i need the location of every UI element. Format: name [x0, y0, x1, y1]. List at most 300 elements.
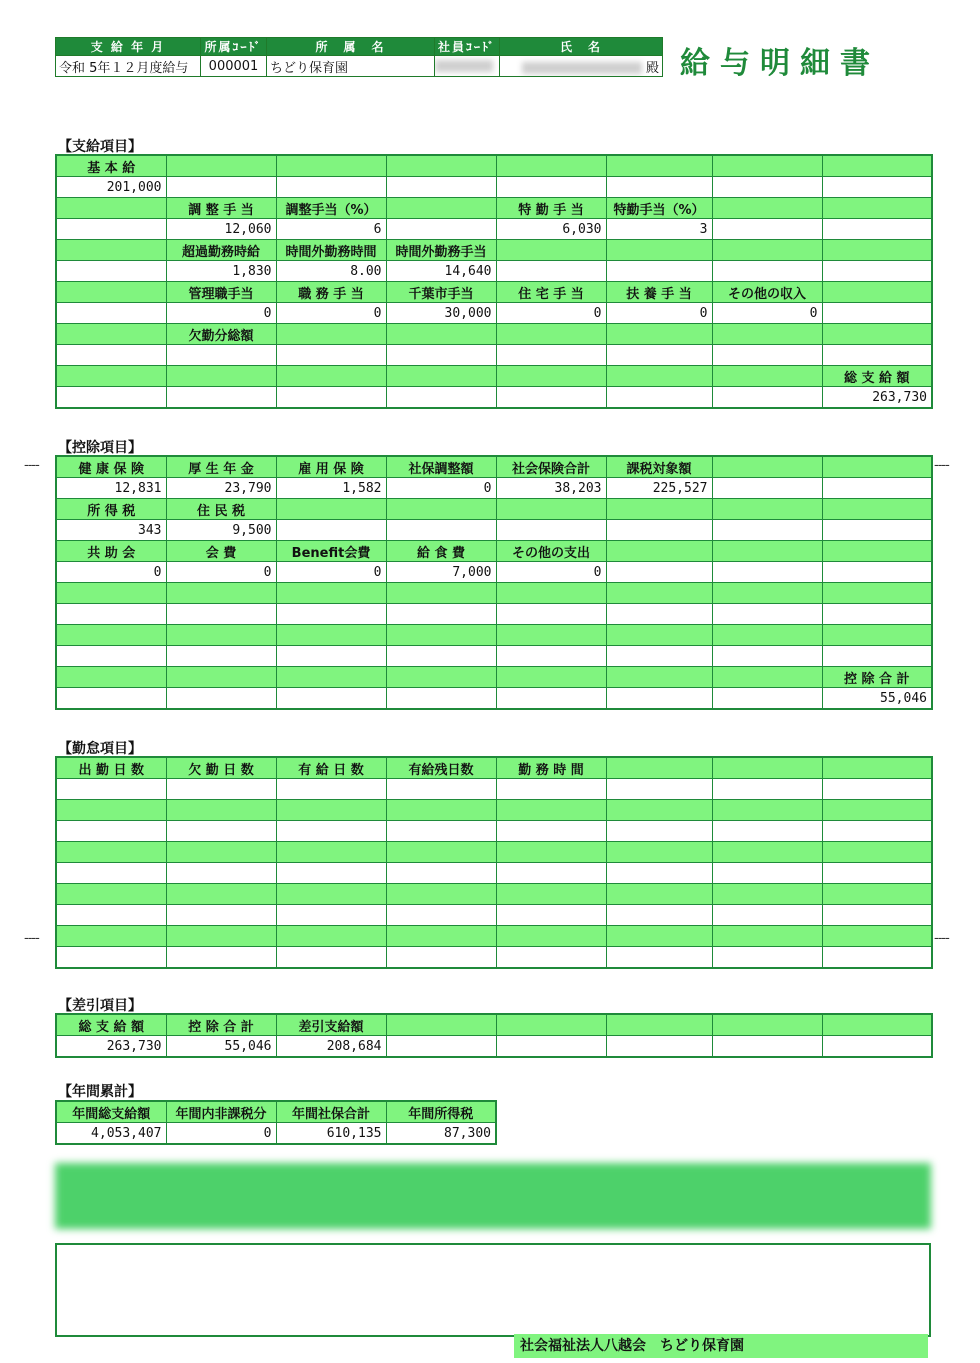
annual-label-cell: 年間社保合計 [276, 1101, 386, 1123]
deduction-value-cell: 0 [496, 562, 606, 583]
net-label-cell: 控 除 合 計 [166, 1014, 276, 1036]
payment-label-cell: その他の収入 [712, 282, 822, 303]
attendance-value-cell [56, 905, 166, 926]
payment-value-cell [822, 261, 932, 282]
fold-mark-right-1: ---- [934, 458, 949, 473]
attendance-section-label: 【勤怠項目】 [58, 741, 142, 757]
deduction-value-cell [712, 688, 822, 710]
attendance-value-cell [606, 821, 712, 842]
payment-value-cell [496, 261, 606, 282]
deduction-label-cell: 健 康 保 険 [56, 456, 166, 478]
deduction-label-cell [496, 625, 606, 646]
header-label-period: 支 給 年 月 [56, 38, 201, 56]
payment-value-cell [712, 261, 822, 282]
payment-value-cell: 0 [712, 303, 822, 324]
payment-label-cell [496, 324, 606, 345]
attendance-label-cell [166, 842, 276, 863]
deduction-label-cell [606, 499, 712, 520]
deduction-label-cell [606, 625, 712, 646]
payment-value-cell [606, 177, 712, 198]
fold-mark-left-1: ---- [24, 458, 39, 473]
attendance-label-cell [276, 884, 386, 905]
document-title: 給与明細書 [680, 46, 880, 81]
deduction-label-cell [166, 667, 276, 688]
payment-label-cell [606, 240, 712, 261]
payment-value-row [56, 177, 932, 198]
attendance-label-cell [822, 926, 932, 947]
payment-value-cell [276, 177, 386, 198]
header-name-redacted [500, 56, 663, 77]
attendance-value-row [56, 905, 932, 926]
payment-value-cell [822, 219, 932, 240]
payment-label-cell: 調整手当（%） [276, 198, 386, 219]
deduction-value-cell [56, 604, 166, 625]
deduction-label-cell [166, 625, 276, 646]
attendance-label-cell [276, 800, 386, 821]
attendance-label-cell [56, 800, 166, 821]
deduction-value-cell [822, 646, 932, 667]
net-label-cell: 差引支給額 [276, 1014, 386, 1036]
payment-label-cell [822, 155, 932, 177]
payment-label-cell [386, 155, 496, 177]
deduction-value-cell [606, 604, 712, 625]
attendance-label-row [56, 757, 932, 779]
deduction-label-cell [276, 667, 386, 688]
attendance-label-cell: 有 給 日 数 [276, 757, 386, 779]
payment-value-cell [712, 387, 822, 409]
attendance-value-cell [496, 779, 606, 800]
deduction-value-cell: 38,203 [496, 478, 606, 499]
payment-label-cell: 住 宅 手 当 [496, 282, 606, 303]
deduction-value-row [56, 646, 932, 667]
payment-value-cell: 12,060 [166, 219, 276, 240]
annual-value-row [56, 1123, 496, 1145]
deduction-value-cell [276, 520, 386, 541]
deduction-label-cell [386, 667, 496, 688]
payment-value-row [56, 261, 932, 282]
attendance-value-cell [56, 947, 166, 969]
deduction-label-cell: 共 助 会 [56, 541, 166, 562]
payment-value-cell [606, 387, 712, 409]
deduction-label-cell [386, 499, 496, 520]
payment-label-cell: 特 勤 手 当 [496, 198, 606, 219]
payment-value-cell [822, 345, 932, 366]
payment-value-cell [386, 219, 496, 240]
payment-label-row [56, 155, 932, 177]
payment-label-row [56, 282, 932, 303]
payment-label-cell [386, 366, 496, 387]
deduction-label-cell [822, 456, 932, 478]
annual-label-cell: 年間総支給額 [56, 1101, 166, 1123]
deduction-value-cell: 7,000 [386, 562, 496, 583]
attendance-value-cell [606, 863, 712, 884]
payment-value-cell: 30,000 [386, 303, 496, 324]
attendance-label-cell [822, 757, 932, 779]
deduction-value-cell [386, 688, 496, 710]
payment-label-cell [56, 324, 166, 345]
payment-label-cell: 時間外勤務時間 [276, 240, 386, 261]
attendance-value-row [56, 947, 932, 969]
deduction-value-cell [606, 520, 712, 541]
net-value-cell: 55,046 [166, 1036, 276, 1058]
deduction-label-cell [822, 625, 932, 646]
payment-label-cell: 時間外勤務手当 [386, 240, 496, 261]
payment-label-cell [276, 366, 386, 387]
deduction-label-cell: Benefit会費 [276, 541, 386, 562]
deduction-label-cell [166, 583, 276, 604]
payment-label-row [56, 198, 932, 219]
payment-value-cell: 0 [606, 303, 712, 324]
payment-label-row [56, 324, 932, 345]
deduction-value-cell [822, 562, 932, 583]
attendance-label-cell [56, 926, 166, 947]
payment-label-cell: 千葉市手当 [386, 282, 496, 303]
attendance-label-cell [166, 926, 276, 947]
attendance-label-cell [712, 842, 822, 863]
payment-value-cell [166, 387, 276, 409]
deduction-value-row [56, 520, 932, 541]
net-value-cell [712, 1036, 822, 1058]
payment-label-cell [496, 240, 606, 261]
attendance-label-cell [606, 884, 712, 905]
deduction-label-cell: 社保調整額 [386, 456, 496, 478]
deduction-value-cell: 23,790 [166, 478, 276, 499]
payment-value-cell [56, 387, 166, 409]
payment-label-cell [496, 366, 606, 387]
attendance-label-cell [712, 757, 822, 779]
payment-label-cell [606, 366, 712, 387]
payment-label-cell [822, 324, 932, 345]
deduction-label-cell [606, 667, 712, 688]
deduction-value-cell [276, 688, 386, 710]
deduction-label-cell [386, 583, 496, 604]
net-value-row [56, 1036, 932, 1058]
payment-label-cell [822, 198, 932, 219]
header-label-emp-code: 社員ｺｰﾄﾞ [435, 38, 500, 56]
deduction-value-cell [606, 562, 712, 583]
attendance-value-cell [276, 821, 386, 842]
deduction-label-row [56, 583, 932, 604]
deduction-label-cell [712, 583, 822, 604]
payment-label-cell: 欠勤分総額 [166, 324, 276, 345]
deduction-label-cell: 雇 用 保 険 [276, 456, 386, 478]
attendance-value-cell [606, 947, 712, 969]
deduction-value-cell [56, 646, 166, 667]
payment-label-cell [712, 240, 822, 261]
attendance-label-cell [386, 884, 496, 905]
annual-value-cell: 610,135 [276, 1123, 386, 1145]
redacted-name [522, 62, 642, 74]
payment-value-cell [56, 345, 166, 366]
payment-value-cell: 6,030 [496, 219, 606, 240]
header-period: 令和 5年１２月度給与 [56, 56, 201, 77]
deduction-section-label: 【控除項目】 [58, 440, 142, 456]
header-dept-name: ちどり保育園 [267, 56, 435, 77]
payment-value-cell [822, 303, 932, 324]
attendance-value-cell [712, 821, 822, 842]
attendance-value-cell [822, 779, 932, 800]
deduction-label-cell [822, 499, 932, 520]
payment-value-row [56, 219, 932, 240]
attendance-value-cell [606, 905, 712, 926]
payment-label-cell [276, 155, 386, 177]
net-label-cell [386, 1014, 496, 1036]
payment-label-cell [56, 366, 166, 387]
deduction-label-row [56, 541, 932, 562]
attendance-value-cell [822, 905, 932, 926]
payment-label-cell [386, 198, 496, 219]
attendance-label-cell [496, 884, 606, 905]
payment-value-cell: 8.00 [276, 261, 386, 282]
deduction-label-row [56, 667, 932, 688]
attendance-value-cell [496, 905, 606, 926]
net-label-cell [606, 1014, 712, 1036]
payment-label-cell [386, 324, 496, 345]
fold-mark-left-2: ---- [24, 931, 39, 946]
deduction-label-cell [56, 667, 166, 688]
payment-value-cell [386, 387, 496, 409]
deduction-value-cell [386, 646, 496, 667]
deduction-label-cell: 社会保険合計 [496, 456, 606, 478]
payment-label-cell [276, 324, 386, 345]
deduction-label-cell [276, 583, 386, 604]
attendance-label-cell [822, 800, 932, 821]
attendance-value-row [56, 863, 932, 884]
deduction-value-cell [276, 604, 386, 625]
deduction-value-cell [606, 646, 712, 667]
net-table [55, 1013, 933, 1058]
attendance-value-cell [56, 821, 166, 842]
footer-organization: 社会福祉法人八越会 ちどり保育園 [514, 1334, 928, 1358]
payment-label-cell: 管理職手当 [166, 282, 276, 303]
payment-value-cell: 3 [606, 219, 712, 240]
net-value-cell [386, 1036, 496, 1058]
deduction-label-cell [822, 541, 932, 562]
payment-label-cell [712, 198, 822, 219]
payment-value-cell [166, 177, 276, 198]
deduction-label-cell [712, 499, 822, 520]
deduction-label-cell: 控 除 合 計 [822, 667, 932, 688]
payment-value-cell [56, 303, 166, 324]
attendance-value-cell [166, 947, 276, 969]
deduction-label-cell [496, 583, 606, 604]
deduction-value-cell [712, 604, 822, 625]
payment-label-cell [712, 324, 822, 345]
annual-label-cell: 年間所得税 [386, 1101, 496, 1123]
deduction-label-cell [606, 583, 712, 604]
payment-value-cell [56, 219, 166, 240]
attendance-label-cell [712, 926, 822, 947]
payment-value-cell [166, 345, 276, 366]
attendance-label-cell [496, 842, 606, 863]
deduction-value-cell: 55,046 [822, 688, 932, 710]
deduction-value-cell [386, 604, 496, 625]
attendance-value-cell [496, 863, 606, 884]
deduction-value-cell: 225,527 [606, 478, 712, 499]
attendance-label-cell [386, 926, 496, 947]
annual-label-row [56, 1101, 496, 1123]
deduction-label-cell [606, 541, 712, 562]
attendance-value-cell [386, 905, 496, 926]
attendance-label-cell [712, 884, 822, 905]
deduction-value-cell [712, 562, 822, 583]
deduction-label-cell: その他の支出 [496, 541, 606, 562]
payment-value-row [56, 345, 932, 366]
attendance-label-cell [166, 800, 276, 821]
attendance-label-cell [496, 800, 606, 821]
deduction-value-cell [712, 478, 822, 499]
attendance-label-cell [386, 800, 496, 821]
deduction-label-cell: 会 費 [166, 541, 276, 562]
deduction-label-cell [276, 625, 386, 646]
deduction-value-cell: 1,582 [276, 478, 386, 499]
payment-value-cell [712, 345, 822, 366]
attendance-label-cell [712, 800, 822, 821]
deduction-label-cell [712, 541, 822, 562]
annual-value-cell: 87,300 [386, 1123, 496, 1145]
payment-label-cell [606, 155, 712, 177]
attendance-label-row [56, 842, 932, 863]
header-emp-code-redacted [435, 56, 500, 77]
deduction-value-cell [56, 688, 166, 710]
deduction-value-cell: 0 [56, 562, 166, 583]
deduction-label-cell [276, 499, 386, 520]
deduction-label-cell [56, 625, 166, 646]
deduction-label-cell: 厚 生 年 金 [166, 456, 276, 478]
net-value-cell: 208,684 [276, 1036, 386, 1058]
net-label-cell [822, 1014, 932, 1036]
attendance-value-cell [712, 779, 822, 800]
attendance-label-cell [606, 842, 712, 863]
attendance-label-cell [166, 884, 276, 905]
payment-label-cell: 調 整 手 当 [166, 198, 276, 219]
attendance-value-cell [166, 779, 276, 800]
deduction-value-cell [712, 646, 822, 667]
deduction-label-cell: 所 得 税 [56, 499, 166, 520]
attendance-value-cell [166, 863, 276, 884]
attendance-label-row [56, 884, 932, 905]
net-section-label: 【差引項目】 [58, 998, 142, 1014]
net-label-row [56, 1014, 932, 1036]
attendance-value-cell [822, 821, 932, 842]
attendance-value-cell [386, 947, 496, 969]
net-value-cell [606, 1036, 712, 1058]
attendance-value-cell [386, 821, 496, 842]
attendance-label-cell [822, 842, 932, 863]
deduction-value-row [56, 604, 932, 625]
payment-label-cell [712, 155, 822, 177]
payment-value-cell: 201,000 [56, 177, 166, 198]
deduction-value-cell [496, 604, 606, 625]
deduction-value-cell: 0 [386, 478, 496, 499]
attendance-label-cell [606, 800, 712, 821]
deduction-value-cell: 0 [166, 562, 276, 583]
payment-section-label: 【支給項目】 [58, 139, 142, 155]
header-label-name: 氏 名 [500, 38, 663, 56]
attendance-value-cell [386, 779, 496, 800]
attendance-value-cell [276, 779, 386, 800]
deduction-value-cell [822, 478, 932, 499]
payment-table [55, 154, 933, 409]
header-label-dept-name: 所 属 名 [267, 38, 435, 56]
payment-value-cell [606, 345, 712, 366]
payment-value-cell [496, 387, 606, 409]
honorific: 殿 [645, 60, 659, 76]
deduction-value-cell [166, 688, 276, 710]
payment-label-row [56, 366, 932, 387]
attendance-value-cell [712, 905, 822, 926]
payment-value-cell [386, 345, 496, 366]
deduction-value-cell [496, 646, 606, 667]
attendance-value-row [56, 821, 932, 842]
attendance-label-cell [822, 884, 932, 905]
payment-value-cell [276, 345, 386, 366]
deduction-value-cell: 12,831 [56, 478, 166, 499]
attendance-label-cell: 有給残日数 [386, 757, 496, 779]
payment-label-cell [56, 240, 166, 261]
net-label-cell [712, 1014, 822, 1036]
annual-table [55, 1100, 497, 1145]
attendance-value-cell [166, 905, 276, 926]
deduction-value-cell [276, 646, 386, 667]
payment-label-cell [606, 324, 712, 345]
attendance-value-row [56, 779, 932, 800]
attendance-label-cell [276, 926, 386, 947]
attendance-label-cell [606, 926, 712, 947]
payment-label-cell: 職 務 手 当 [276, 282, 386, 303]
deduction-table [55, 455, 933, 710]
payment-label-cell: 扶 養 手 当 [606, 282, 712, 303]
deduction-value-cell: 0 [276, 562, 386, 583]
payment-value-row [56, 387, 932, 409]
payment-value-cell: 263,730 [822, 387, 932, 409]
net-value-cell [496, 1036, 606, 1058]
attendance-value-cell [276, 947, 386, 969]
attendance-label-row [56, 800, 932, 821]
attendance-label-cell [276, 842, 386, 863]
deduction-value-cell [166, 604, 276, 625]
attendance-label-cell: 出 勤 日 数 [56, 757, 166, 779]
deduction-value-cell [166, 646, 276, 667]
attendance-value-cell [712, 863, 822, 884]
deduction-value-cell [386, 520, 496, 541]
payment-value-cell [496, 177, 606, 198]
deduction-label-row [56, 625, 932, 646]
payment-value-cell: 0 [166, 303, 276, 324]
attendance-value-cell [166, 821, 276, 842]
payment-label-cell [166, 155, 276, 177]
deduction-value-cell [822, 520, 932, 541]
deduction-label-cell [712, 456, 822, 478]
annual-value-cell: 0 [166, 1123, 276, 1145]
payment-value-cell [386, 177, 496, 198]
payment-value-cell [606, 261, 712, 282]
payment-value-cell [712, 219, 822, 240]
deduction-value-cell [712, 520, 822, 541]
header-table [55, 37, 662, 75]
deduction-value-row [56, 478, 932, 499]
deduction-value-cell [496, 688, 606, 710]
attendance-label-cell: 欠 勤 日 数 [166, 757, 276, 779]
payment-value-cell [56, 261, 166, 282]
header-label-dept-code: 所属ｺｰﾄﾞ [201, 38, 267, 56]
payment-value-cell: 6 [276, 219, 386, 240]
deduction-label-cell [496, 499, 606, 520]
attendance-value-cell [496, 821, 606, 842]
annual-section-label: 【年間累計】 [58, 1084, 142, 1100]
annual-value-cell: 4,053,407 [56, 1123, 166, 1145]
net-label-cell [496, 1014, 606, 1036]
